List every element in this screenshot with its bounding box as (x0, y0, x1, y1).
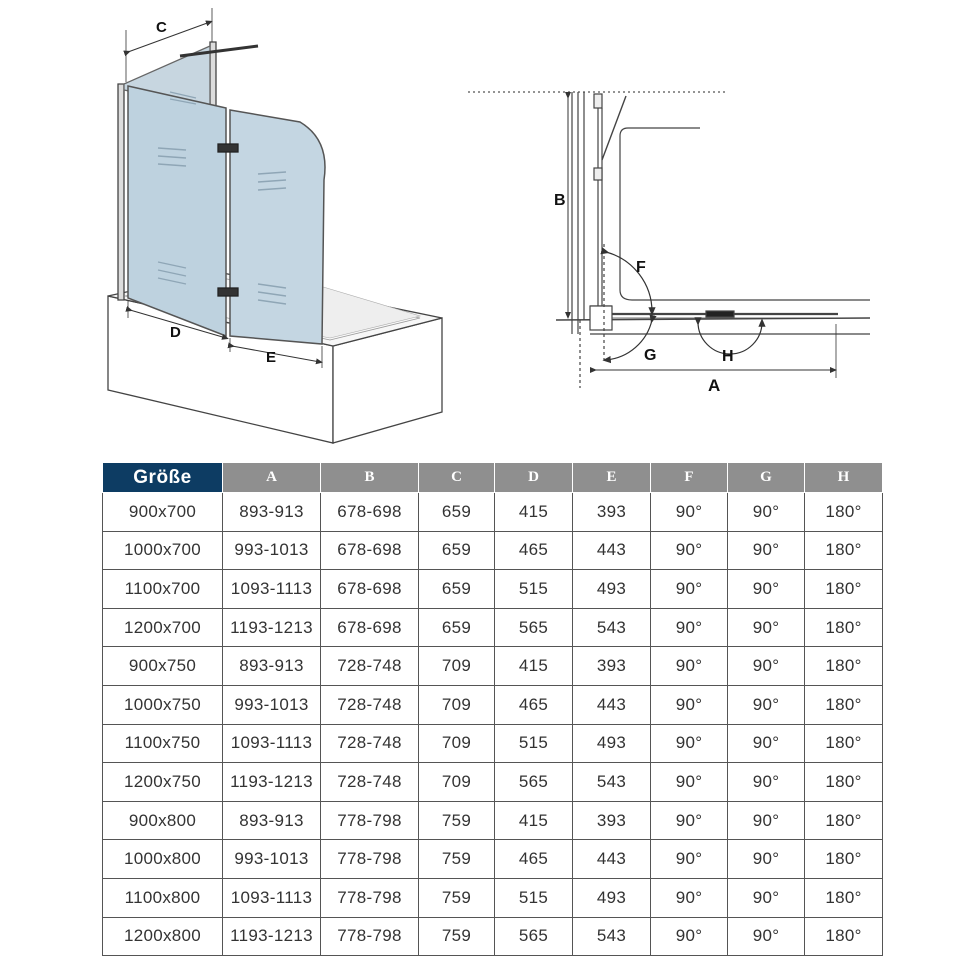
cell-f: 90° (651, 724, 728, 763)
cell-f: 90° (651, 647, 728, 686)
table-row (103, 647, 883, 686)
cell-e: 543 (573, 763, 651, 802)
cell-c: 709 (419, 763, 495, 802)
header-c: C (419, 463, 495, 493)
cell-g: 90° (728, 608, 805, 647)
cell-size: 900x750 (103, 647, 223, 686)
cell-c: 659 (419, 570, 495, 609)
cell-h: 180° (805, 878, 883, 917)
cell-size: 1000x700 (103, 531, 223, 570)
label-f: F (636, 259, 646, 276)
cell-g: 90° (728, 724, 805, 763)
cell-b: 678-698 (321, 531, 419, 570)
cell-a: 993-1013 (223, 685, 321, 724)
table-row (103, 531, 883, 570)
cell-h: 180° (805, 763, 883, 802)
header-h: H (805, 463, 883, 493)
cell-h: 180° (805, 647, 883, 686)
cell-f: 90° (651, 570, 728, 609)
header-e: E (573, 463, 651, 493)
cell-size: 1000x800 (103, 840, 223, 879)
cell-size: 1200x700 (103, 608, 223, 647)
cell-d: 415 (495, 647, 573, 686)
cell-b: 778-798 (321, 917, 419, 956)
header-size: Größe (103, 463, 223, 493)
label-e: E (266, 349, 277, 366)
cell-a: 1093-1113 (223, 570, 321, 609)
cell-h: 180° (805, 724, 883, 763)
cell-size: 1100x800 (103, 878, 223, 917)
cell-b: 778-798 (321, 878, 419, 917)
cell-h: 180° (805, 685, 883, 724)
cell-d: 565 (495, 763, 573, 802)
table-row (103, 570, 883, 609)
cell-f: 90° (651, 531, 728, 570)
cell-c: 759 (419, 840, 495, 879)
cell-c: 709 (419, 724, 495, 763)
cell-a: 1193-1213 (223, 608, 321, 647)
cell-c: 659 (419, 608, 495, 647)
cell-size: 1200x750 (103, 763, 223, 802)
cell-b: 678-698 (321, 493, 419, 532)
label-c: C (156, 19, 167, 36)
cell-f: 90° (651, 917, 728, 956)
cell-g: 90° (728, 917, 805, 956)
header-g: G (728, 463, 805, 493)
cell-size: 900x800 (103, 801, 223, 840)
cell-a: 1193-1213 (223, 917, 321, 956)
cell-d: 465 (495, 840, 573, 879)
cell-size: 1200x800 (103, 917, 223, 956)
cell-e: 543 (573, 608, 651, 647)
cell-b: 778-798 (321, 840, 419, 879)
table-row (103, 724, 883, 763)
cell-b: 728-748 (321, 724, 419, 763)
cell-h: 180° (805, 917, 883, 956)
cell-a: 1193-1213 (223, 763, 321, 802)
cell-f: 90° (651, 608, 728, 647)
cell-e: 443 (573, 685, 651, 724)
cell-f: 90° (651, 840, 728, 879)
table-row (103, 608, 883, 647)
cell-size: 1000x750 (103, 685, 223, 724)
label-g: G (644, 347, 657, 364)
cell-c: 659 (419, 493, 495, 532)
cell-b: 778-798 (321, 801, 419, 840)
label-b: B (554, 192, 566, 209)
label-a: A (708, 376, 721, 395)
cell-g: 90° (728, 763, 805, 802)
table-body (103, 493, 883, 956)
cell-c: 659 (419, 531, 495, 570)
cell-d: 565 (495, 608, 573, 647)
cell-f: 90° (651, 685, 728, 724)
cell-f: 90° (651, 763, 728, 802)
cell-f: 90° (651, 801, 728, 840)
cell-g: 90° (728, 570, 805, 609)
cell-h: 180° (805, 801, 883, 840)
header-f: F (651, 463, 728, 493)
cell-b: 678-698 (321, 570, 419, 609)
cell-e: 393 (573, 647, 651, 686)
cell-h: 180° (805, 493, 883, 532)
cell-d: 465 (495, 531, 573, 570)
cell-b: 728-748 (321, 647, 419, 686)
cell-a: 893-913 (223, 647, 321, 686)
cell-size: 1100x700 (103, 570, 223, 609)
table-row (103, 878, 883, 917)
cell-d: 465 (495, 685, 573, 724)
table-row (103, 493, 883, 532)
cell-f: 90° (651, 878, 728, 917)
cell-h: 180° (805, 531, 883, 570)
cell-e: 493 (573, 878, 651, 917)
cell-c: 759 (419, 878, 495, 917)
cell-d: 515 (495, 724, 573, 763)
cell-c: 709 (419, 647, 495, 686)
table-header-row (103, 463, 883, 493)
cell-e: 543 (573, 917, 651, 956)
cell-b: 678-698 (321, 608, 419, 647)
cell-g: 90° (728, 685, 805, 724)
cell-a: 1093-1113 (223, 724, 321, 763)
cell-g: 90° (728, 647, 805, 686)
cell-g: 90° (728, 493, 805, 532)
label-d: D (170, 324, 181, 341)
cell-d: 515 (495, 878, 573, 917)
cell-a: 893-913 (223, 801, 321, 840)
cell-a: 893-913 (223, 493, 321, 532)
cell-g: 90° (728, 840, 805, 879)
cell-d: 415 (495, 493, 573, 532)
dimension-diagrams (0, 0, 970, 460)
cell-c: 759 (419, 801, 495, 840)
cell-d: 415 (495, 801, 573, 840)
label-h: H (722, 348, 734, 365)
cell-e: 443 (573, 840, 651, 879)
cell-b: 728-748 (321, 763, 419, 802)
table-row (103, 801, 883, 840)
cell-h: 180° (805, 840, 883, 879)
table-row (103, 917, 883, 956)
cell-h: 180° (805, 608, 883, 647)
cell-e: 443 (573, 531, 651, 570)
table-row (103, 763, 883, 802)
cell-h: 180° (805, 570, 883, 609)
cell-c: 709 (419, 685, 495, 724)
cell-e: 493 (573, 570, 651, 609)
cell-f: 90° (651, 493, 728, 532)
cell-a: 993-1013 (223, 531, 321, 570)
cell-e: 493 (573, 724, 651, 763)
cell-e: 393 (573, 801, 651, 840)
cell-size: 900x700 (103, 493, 223, 532)
table-row (103, 685, 883, 724)
cell-g: 90° (728, 531, 805, 570)
bathtub-perspective-drawing (108, 8, 442, 443)
cell-c: 759 (419, 917, 495, 956)
schematic-drawing (468, 92, 870, 388)
header-d: D (495, 463, 573, 493)
cell-d: 515 (495, 570, 573, 609)
table-row (103, 840, 883, 879)
cell-g: 90° (728, 878, 805, 917)
size-specification-table (102, 462, 883, 956)
cell-b: 728-748 (321, 685, 419, 724)
header-b: B (321, 463, 419, 493)
cell-a: 1093-1113 (223, 878, 321, 917)
cell-a: 993-1013 (223, 840, 321, 879)
cell-e: 393 (573, 493, 651, 532)
header-a: A (223, 463, 321, 493)
cell-size: 1100x750 (103, 724, 223, 763)
cell-g: 90° (728, 801, 805, 840)
cell-d: 565 (495, 917, 573, 956)
